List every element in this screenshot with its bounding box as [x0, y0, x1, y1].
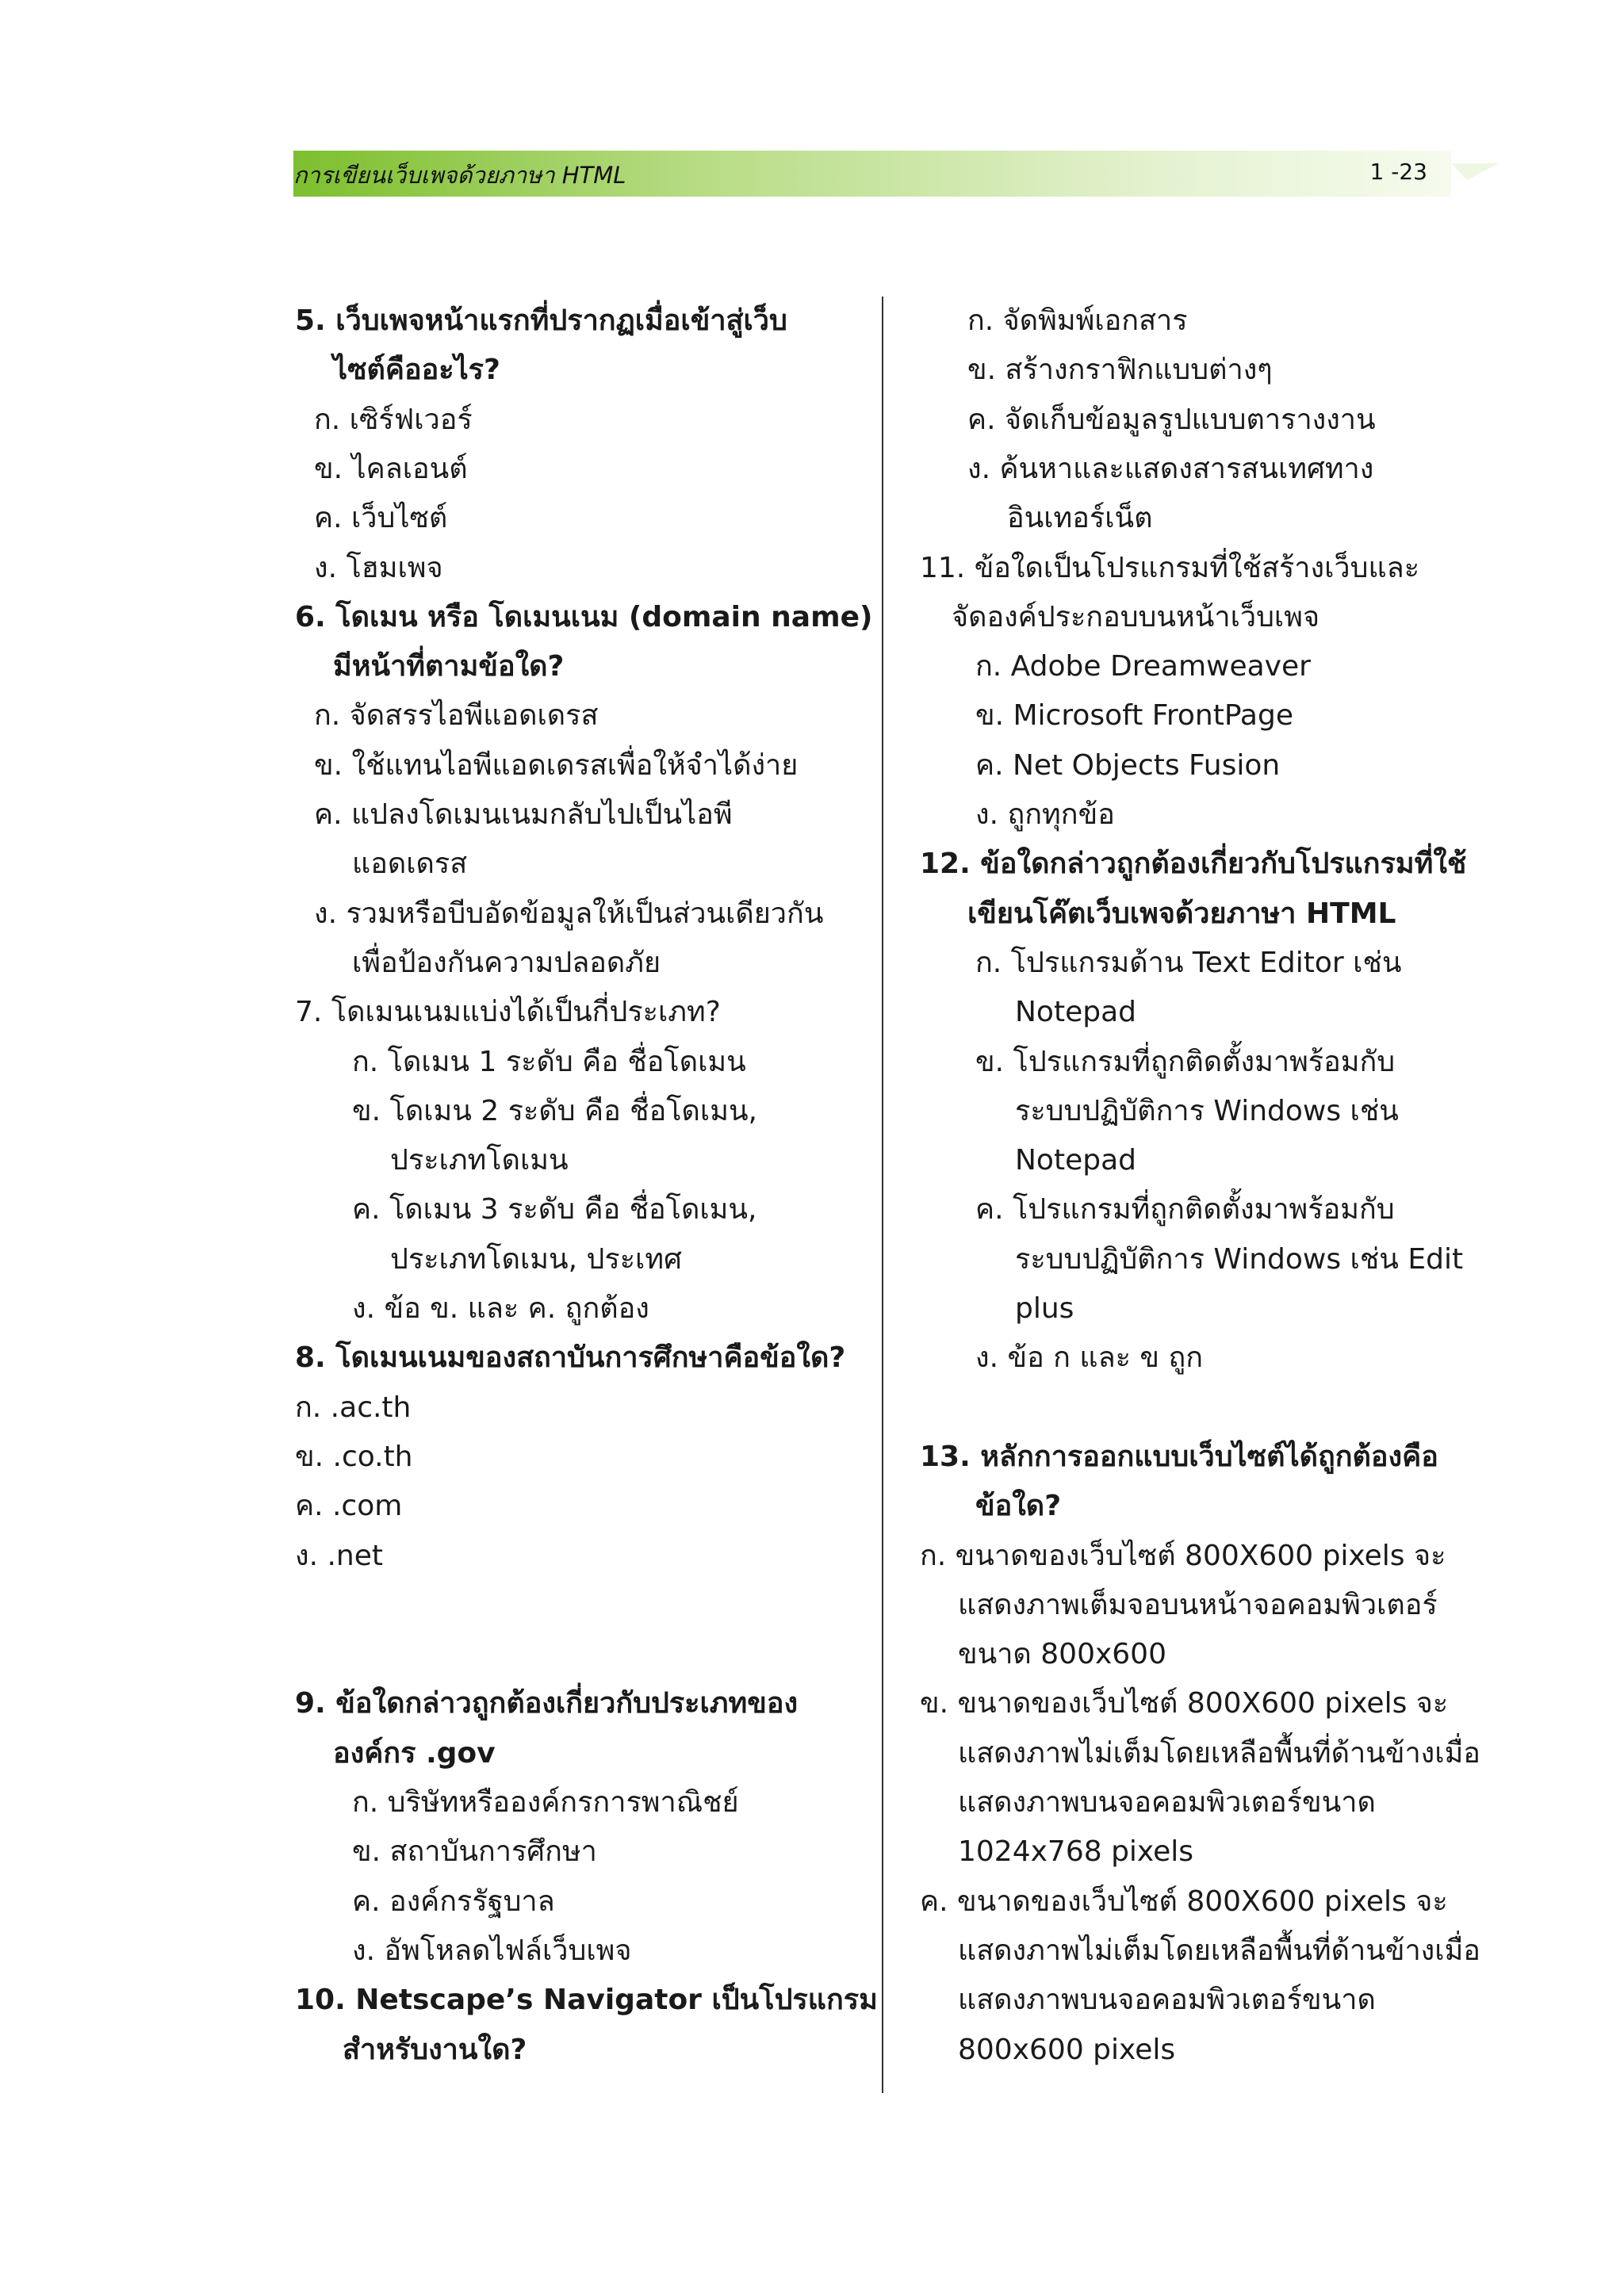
- text-line: ประเภทโดเมน, ประเทศ: [390, 1242, 682, 1276]
- page-header: [293, 151, 1483, 197]
- text-line: 7. โดเมนเนมแบ่งได้เป็นกี่ประเภท?: [295, 996, 721, 1029]
- text-line: ระบบปฏิบัติการ Windows เช่น Edit: [1015, 1242, 1464, 1276]
- text-line: Notepad: [1015, 1144, 1136, 1177]
- text-line: ข. สร้างกราฟิกแบบต่างๆ: [967, 354, 1273, 387]
- text-line: ค. Net Objects Fusion: [975, 748, 1281, 782]
- text-line: สำหรับงานใด?: [343, 2033, 527, 2066]
- text-line: ค. แปลงโดเมนเนมกลับไปเป็นไอพี: [314, 798, 733, 831]
- text-line: ระบบปฏิบัติการ Windows เช่น: [1015, 1094, 1399, 1127]
- text-line: ค. องค์กรรัฐบาล: [352, 1885, 555, 1918]
- text-line: ก. บริษัทหรือองค์กรการพาณิชย์: [352, 1786, 739, 1819]
- text-line: 11. ข้อใดเป็นโปรแกรมที่ใช้สร้างเว็บและ: [920, 551, 1420, 584]
- text-line: ง. โฮมเพจ: [314, 551, 443, 584]
- text-line: ง. รวมหรือบีบอัดข้อมูลให้เป็นส่วนเดียวกัน: [314, 897, 824, 930]
- text-line: แสดงภาพไม่เต็มโดยเหลือพื้นที่ด้านข้างเมื่อ: [958, 1736, 1480, 1770]
- text-line: มีหน้าที่ตามข้อใด?: [333, 650, 565, 683]
- text-line: 10. Netscape’s Navigator เป็นโปรแกรม: [295, 1984, 878, 2017]
- text-line: ง. อัพโหลดไฟล์เว็บเพจ: [352, 1934, 632, 1967]
- text-line: ก. โดเมน 1 ระดับ คือ ชื่อโดเมน: [352, 1045, 746, 1078]
- text-line: 8. โดเมนเนมของสถาบันการศึกษาคือข้อใด?: [295, 1341, 846, 1375]
- text-line: ก. จัดพิมพ์เอกสาร: [967, 304, 1188, 337]
- text-line: ข. ใช้แทนไอพีแอดเดรสเพื่อให้จำได้ง่าย: [314, 748, 799, 782]
- text-line: 1024x768 pixels: [958, 1835, 1194, 1869]
- text-line: ข. สถาบันการศึกษา: [352, 1835, 597, 1869]
- page-number: 1 -23: [1369, 159, 1427, 185]
- text-line: ก. โปรแกรมด้าน Text Editor เช่น: [975, 946, 1402, 979]
- text-line: 800x600 pixels: [958, 2033, 1176, 2066]
- text-line: อินเทอร์เน็ต: [1007, 502, 1153, 535]
- text-line: องค์กร .gov: [333, 1736, 496, 1770]
- text-line: ข. โปรแกรมที่ถูกติดตั้งมาพร้อมกับ: [975, 1045, 1396, 1078]
- column-divider: [882, 297, 883, 2093]
- text-line: ค. เว็บไซต์: [314, 502, 448, 535]
- text-line: ก. ขนาดของเว็บไซต์ 800X600 pixels จะ: [920, 1539, 1446, 1572]
- text-line: ก. จัดสรรไอพีแอดเดรส: [314, 699, 599, 733]
- text-line: ค. จัดเก็บข้อมูลรูปแบบตารางงาน: [967, 403, 1376, 436]
- text-line: ค. โดเมน 3 ระดับ คือ ชื่อโดเมน,: [352, 1193, 757, 1226]
- text-line: ก. Adobe Dreamweaver: [975, 650, 1311, 683]
- text-line: ก. .ac.th: [295, 1391, 412, 1424]
- text-line: 13. หลักการออกแบบเว็บไซต์ได้ถูกต้องคือ: [920, 1440, 1438, 1473]
- text-line: เขียนโค๊ตเว็บเพจด้วยภาษา HTML: [967, 897, 1396, 930]
- text-line: ค. ขนาดของเว็บไซต์ 800X600 pixels จะ: [920, 1885, 1448, 1918]
- text-line: 5. เว็บเพจหน้าแรกที่ปรากฏเมื่อเข้าสู่เว็บ: [295, 304, 787, 337]
- text-line: เพื่อป้องกันความปลอดภัย: [352, 946, 661, 979]
- text-line: ข. Microsoft FrontPage: [975, 699, 1293, 733]
- text-line: ข. โดเมน 2 ระดับ คือ ชื่อโดเมน,: [352, 1094, 757, 1127]
- header-arrow-tip: [1451, 163, 1499, 180]
- text-line: ค. .com: [295, 1490, 403, 1523]
- text-line: 9. ข้อใดกล่าวถูกต้องเกี่ยวกับประเภทของ: [295, 1687, 799, 1720]
- text-line: จัดองค์ประกอบบนหน้าเว็บเพจ: [952, 600, 1320, 633]
- text-line: ง. ค้นหาและแสดงสารสนเทศทาง: [967, 452, 1374, 485]
- text-line: แอดเดรส: [352, 848, 468, 881]
- text-line: ง. ข้อ ก และ ข ถูก: [975, 1341, 1204, 1375]
- text-line: ค. โปรแกรมที่ถูกติดตั้งมาพร้อมกับ: [975, 1193, 1395, 1226]
- text-line: ง. ถูกทุกข้อ: [975, 798, 1115, 831]
- text-line: ไซต์คืออะไร?: [333, 354, 500, 387]
- text-line: 6. โดเมน หรือ โดเมนเนม (domain name): [295, 600, 873, 633]
- text-line: plus: [1015, 1292, 1074, 1325]
- text-line: ก. เซิร์ฟเวอร์: [314, 403, 473, 436]
- text-line: ข. .co.th: [295, 1440, 413, 1473]
- text-line: ประเภทโดเมน: [390, 1144, 569, 1177]
- text-line: ง. .net: [295, 1539, 383, 1572]
- text-line: แสดงภาพบนจอคอมพิวเตอร์ขนาด: [958, 1786, 1376, 1819]
- text-line: 12. ข้อใดกล่าวถูกต้องเกี่ยวกับโปรแกรมที่ใช้: [920, 848, 1467, 881]
- text-line: แสดงภาพเต็มจอบนหน้าจอคอมพิวเตอร์: [958, 1588, 1438, 1621]
- text-line: แสดงภาพบนจอคอมพิวเตอร์ขนาด: [958, 1984, 1376, 2017]
- text-line: ขนาด 800x600: [958, 1638, 1166, 1671]
- text-line: Notepad: [1015, 996, 1136, 1029]
- text-line: แสดงภาพไม่เต็มโดยเหลือพื้นที่ด้านข้างเมื่อ: [958, 1934, 1480, 1967]
- text-line: ข้อใด?: [975, 1490, 1062, 1523]
- text-line: ง. ข้อ ข. และ ค. ถูกต้อง: [352, 1292, 649, 1325]
- header-title: การเขียนเว็บเพจด้วยภาษา HTML: [293, 162, 626, 189]
- text-line: ข. ไคลเอนต์: [314, 452, 468, 485]
- text-line: ข. ขนาดของเว็บไซต์ 800X600 pixels จะ: [920, 1687, 1449, 1720]
